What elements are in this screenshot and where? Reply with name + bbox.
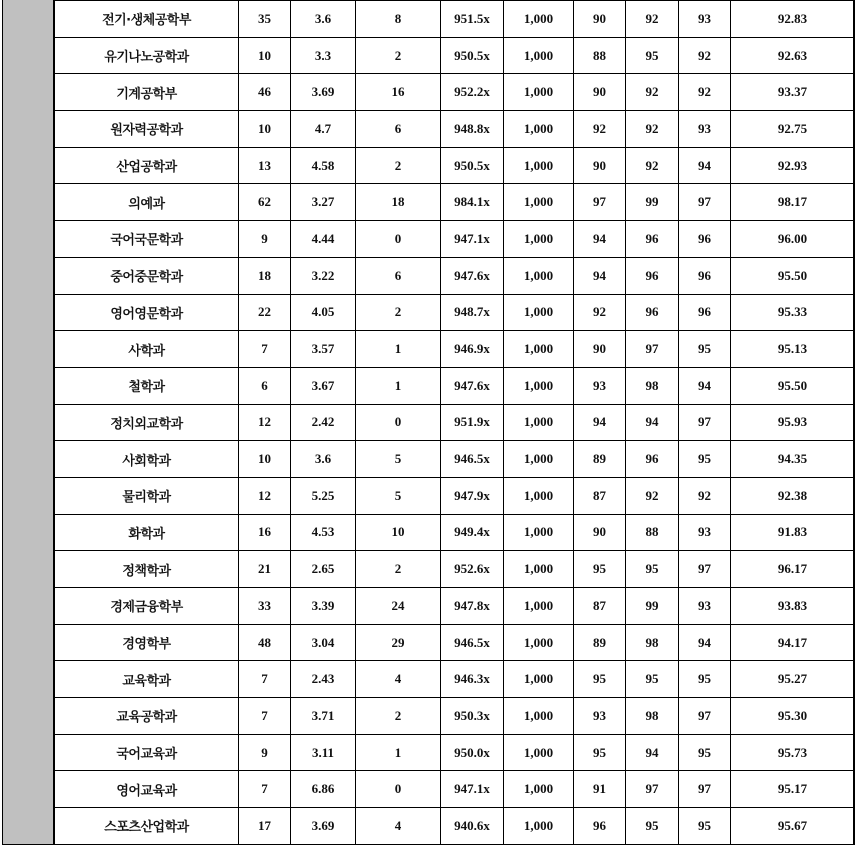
col-9-value: 95.50 [731,367,855,404]
col-9-value: 93.83 [731,588,855,625]
col-7-value: 94 [626,734,679,771]
col-2-value: 3.69 [291,74,356,111]
col-5-value: 1,000 [504,771,574,808]
col-1-value: 9 [239,734,291,771]
col-4-value: 947.1x [441,771,504,808]
col-4-value: 946.3x [441,661,504,698]
col-8-value: 92 [679,74,731,111]
col-7-value: 97 [626,771,679,808]
table-row [55,477,855,514]
col-1-value: 7 [239,331,291,368]
table-row [55,74,855,111]
col-5-value: 1,000 [504,808,574,845]
department-name: 사학과 [55,331,239,368]
col-3-value: 6 [356,257,441,294]
col-5-value: 1,000 [504,661,574,698]
table-row [55,808,855,845]
department-name: 교육학과 [55,661,239,698]
col-1-value: 10 [239,441,291,478]
col-5-value: 1,000 [504,441,574,478]
col-2-value: 3.22 [291,257,356,294]
col-8-value: 97 [679,404,731,441]
col-8-value: 93 [679,111,731,148]
table-row [55,1,855,38]
col-6-value: 90 [574,514,626,551]
col-9-value: 95.50 [731,257,855,294]
col-7-value: 88 [626,514,679,551]
col-9-value: 95.13 [731,331,855,368]
col-8-value: 93 [679,588,731,625]
col-8-value: 95 [679,808,731,845]
col-8-value: 97 [679,184,731,221]
col-8-value: 93 [679,1,731,38]
col-4-value: 949.4x [441,514,504,551]
col-4-value: 948.7x [441,294,504,331]
table-row [55,698,855,735]
col-3-value: 0 [356,771,441,808]
col-8-value: 96 [679,257,731,294]
col-5-value: 1,000 [504,588,574,625]
col-4-value: 946.9x [441,331,504,368]
col-4-value: 948.8x [441,111,504,148]
col-5-value: 1,000 [504,367,574,404]
col-7-value: 98 [626,367,679,404]
col-5-value: 1,000 [504,37,574,74]
col-2-value: 4.58 [291,147,356,184]
col-7-value: 95 [626,37,679,74]
col-1-value: 22 [239,294,291,331]
department-name: 산업공학과 [55,147,239,184]
table-row [55,404,855,441]
col-5-value: 1,000 [504,331,574,368]
col-2-value: 4.44 [291,221,356,258]
col-2-value: 3.6 [291,1,356,38]
col-7-value: 96 [626,294,679,331]
col-9-value: 91.83 [731,514,855,551]
col-7-value: 94 [626,404,679,441]
col-6-value: 90 [574,1,626,38]
department-name: 유기나노공학과 [55,37,239,74]
col-7-value: 95 [626,551,679,588]
table-row [55,37,855,74]
col-7-value: 92 [626,147,679,184]
admissions-table [54,0,855,845]
table-row [55,588,855,625]
col-1-value: 7 [239,771,291,808]
col-9-value: 93.37 [731,74,855,111]
col-2-value: 3.57 [291,331,356,368]
col-3-value: 18 [356,184,441,221]
table-row [55,147,855,184]
table-row [55,441,855,478]
left-margin-column [2,0,54,845]
col-1-value: 62 [239,184,291,221]
col-8-value: 96 [679,294,731,331]
col-7-value: 96 [626,441,679,478]
col-6-value: 92 [574,111,626,148]
col-8-value: 95 [679,661,731,698]
col-3-value: 0 [356,221,441,258]
col-6-value: 94 [574,257,626,294]
department-name: 의예과 [55,184,239,221]
col-5-value: 1,000 [504,551,574,588]
col-4-value: 950.5x [441,37,504,74]
col-3-value: 4 [356,661,441,698]
col-7-value: 92 [626,74,679,111]
col-3-value: 29 [356,624,441,661]
department-name: 화학과 [55,514,239,551]
col-9-value: 92.83 [731,1,855,38]
department-name: 영어교육과 [55,771,239,808]
col-4-value: 950.0x [441,734,504,771]
col-9-value: 92.75 [731,111,855,148]
col-9-value: 96.17 [731,551,855,588]
table-row [55,331,855,368]
col-2-value: 2.42 [291,404,356,441]
col-9-value: 95.73 [731,734,855,771]
col-7-value: 92 [626,477,679,514]
col-8-value: 96 [679,221,731,258]
col-3-value: 8 [356,1,441,38]
table-row [55,257,855,294]
col-5-value: 1,000 [504,624,574,661]
col-3-value: 16 [356,74,441,111]
col-7-value: 97 [626,331,679,368]
col-4-value: 947.6x [441,367,504,404]
col-8-value: 94 [679,624,731,661]
department-name: 영어영문학과 [55,294,239,331]
col-6-value: 96 [574,808,626,845]
col-7-value: 92 [626,111,679,148]
col-8-value: 92 [679,477,731,514]
col-3-value: 2 [356,551,441,588]
col-6-value: 97 [574,184,626,221]
col-5-value: 1,000 [504,477,574,514]
col-3-value: 24 [356,588,441,625]
col-3-value: 5 [356,441,441,478]
right-border [853,0,854,845]
col-9-value: 95.27 [731,661,855,698]
col-7-value: 99 [626,588,679,625]
col-7-value: 98 [626,698,679,735]
col-6-value: 87 [574,588,626,625]
col-2-value: 2.65 [291,551,356,588]
col-4-value: 951.9x [441,404,504,441]
col-1-value: 18 [239,257,291,294]
table-row [55,111,855,148]
col-6-value: 91 [574,771,626,808]
table-row [55,661,855,698]
col-3-value: 2 [356,294,441,331]
col-4-value: 950.3x [441,698,504,735]
col-3-value: 1 [356,734,441,771]
col-5-value: 1,000 [504,221,574,258]
col-3-value: 1 [356,367,441,404]
department-name: 스포츠산업학과 [55,808,239,845]
col-3-value: 2 [356,698,441,735]
col-6-value: 89 [574,441,626,478]
col-3-value: 6 [356,111,441,148]
col-1-value: 46 [239,74,291,111]
col-9-value: 92.93 [731,147,855,184]
col-6-value: 89 [574,624,626,661]
col-5-value: 1,000 [504,147,574,184]
col-4-value: 940.6x [441,808,504,845]
department-name: 중어중문학과 [55,257,239,294]
col-9-value: 95.30 [731,698,855,735]
col-1-value: 7 [239,698,291,735]
col-8-value: 95 [679,441,731,478]
col-1-value: 21 [239,551,291,588]
col-1-value: 10 [239,111,291,148]
col-5-value: 1,000 [504,698,574,735]
table-row [55,514,855,551]
department-name: 정치외교학과 [55,404,239,441]
col-7-value: 95 [626,661,679,698]
col-2-value: 3.04 [291,624,356,661]
col-4-value: 952.6x [441,551,504,588]
department-name: 경제금융학부 [55,588,239,625]
table-row [55,771,855,808]
col-4-value: 946.5x [441,441,504,478]
table-body [55,1,855,845]
col-7-value: 92 [626,1,679,38]
col-5-value: 1,000 [504,257,574,294]
col-1-value: 12 [239,477,291,514]
col-9-value: 92.63 [731,37,855,74]
col-3-value: 2 [356,147,441,184]
department-name: 정책학과 [55,551,239,588]
col-6-value: 87 [574,477,626,514]
col-5-value: 1,000 [504,1,574,38]
col-1-value: 6 [239,367,291,404]
col-8-value: 93 [679,514,731,551]
col-6-value: 94 [574,221,626,258]
col-2-value: 2.43 [291,661,356,698]
col-8-value: 97 [679,771,731,808]
col-3-value: 0 [356,404,441,441]
col-4-value: 947.8x [441,588,504,625]
table-row [55,734,855,771]
col-1-value: 17 [239,808,291,845]
col-5-value: 1,000 [504,184,574,221]
table-row [55,624,855,661]
col-3-value: 1 [356,331,441,368]
col-5-value: 1,000 [504,404,574,441]
col-6-value: 95 [574,551,626,588]
table-row [55,184,855,221]
col-2-value: 4.05 [291,294,356,331]
col-1-value: 35 [239,1,291,38]
col-5-value: 1,000 [504,294,574,331]
col-9-value: 98.17 [731,184,855,221]
col-8-value: 94 [679,367,731,404]
department-name: 물리학과 [55,477,239,514]
col-5-value: 1,000 [504,74,574,111]
col-7-value: 96 [626,257,679,294]
col-9-value: 95.33 [731,294,855,331]
col-2-value: 3.39 [291,588,356,625]
department-name: 철학과 [55,367,239,404]
col-5-value: 1,000 [504,734,574,771]
col-8-value: 97 [679,551,731,588]
col-3-value: 10 [356,514,441,551]
col-2-value: 3.69 [291,808,356,845]
col-8-value: 95 [679,331,731,368]
col-8-value: 94 [679,147,731,184]
col-9-value: 95.67 [731,808,855,845]
col-1-value: 12 [239,404,291,441]
col-1-value: 13 [239,147,291,184]
col-6-value: 94 [574,404,626,441]
col-3-value: 5 [356,477,441,514]
col-1-value: 16 [239,514,291,551]
col-4-value: 947.9x [441,477,504,514]
col-1-value: 33 [239,588,291,625]
col-5-value: 1,000 [504,514,574,551]
col-6-value: 90 [574,74,626,111]
col-9-value: 95.17 [731,771,855,808]
col-7-value: 99 [626,184,679,221]
department-name: 전기·생체공학부 [55,1,239,38]
col-2-value: 4.53 [291,514,356,551]
col-2-value: 5.25 [291,477,356,514]
col-1-value: 7 [239,661,291,698]
department-name: 교육공학과 [55,698,239,735]
table-row [55,221,855,258]
col-5-value: 1,000 [504,111,574,148]
department-name: 국어국문학과 [55,221,239,258]
col-2-value: 4.7 [291,111,356,148]
col-1-value: 9 [239,221,291,258]
col-4-value: 952.2x [441,74,504,111]
col-6-value: 92 [574,294,626,331]
col-2-value: 3.11 [291,734,356,771]
col-2-value: 3.67 [291,367,356,404]
col-9-value: 92.38 [731,477,855,514]
department-name: 원자력공학과 [55,111,239,148]
table-row [55,294,855,331]
col-9-value: 94.17 [731,624,855,661]
col-4-value: 984.1x [441,184,504,221]
col-4-value: 947.6x [441,257,504,294]
col-7-value: 95 [626,808,679,845]
col-1-value: 48 [239,624,291,661]
col-9-value: 95.93 [731,404,855,441]
col-4-value: 947.1x [441,221,504,258]
col-3-value: 2 [356,37,441,74]
col-6-value: 95 [574,661,626,698]
col-7-value: 98 [626,624,679,661]
col-1-value: 10 [239,37,291,74]
col-2-value: 3.6 [291,441,356,478]
col-7-value: 96 [626,221,679,258]
col-6-value: 93 [574,698,626,735]
department-name: 국어교육과 [55,734,239,771]
col-9-value: 94.35 [731,441,855,478]
col-2-value: 3.3 [291,37,356,74]
col-6-value: 95 [574,734,626,771]
table-row [55,551,855,588]
col-2-value: 6.86 [291,771,356,808]
table-row [55,367,855,404]
col-8-value: 95 [679,734,731,771]
col-2-value: 3.71 [291,698,356,735]
col-6-value: 93 [574,367,626,404]
col-3-value: 4 [356,808,441,845]
department-name: 기계공학부 [55,74,239,111]
department-name: 경영학부 [55,624,239,661]
col-8-value: 92 [679,37,731,74]
col-4-value: 950.5x [441,147,504,184]
col-8-value: 97 [679,698,731,735]
col-2-value: 3.27 [291,184,356,221]
department-name: 사회학과 [55,441,239,478]
col-4-value: 946.5x [441,624,504,661]
col-6-value: 90 [574,331,626,368]
col-6-value: 90 [574,147,626,184]
col-6-value: 88 [574,37,626,74]
col-9-value: 96.00 [731,221,855,258]
col-4-value: 951.5x [441,1,504,38]
